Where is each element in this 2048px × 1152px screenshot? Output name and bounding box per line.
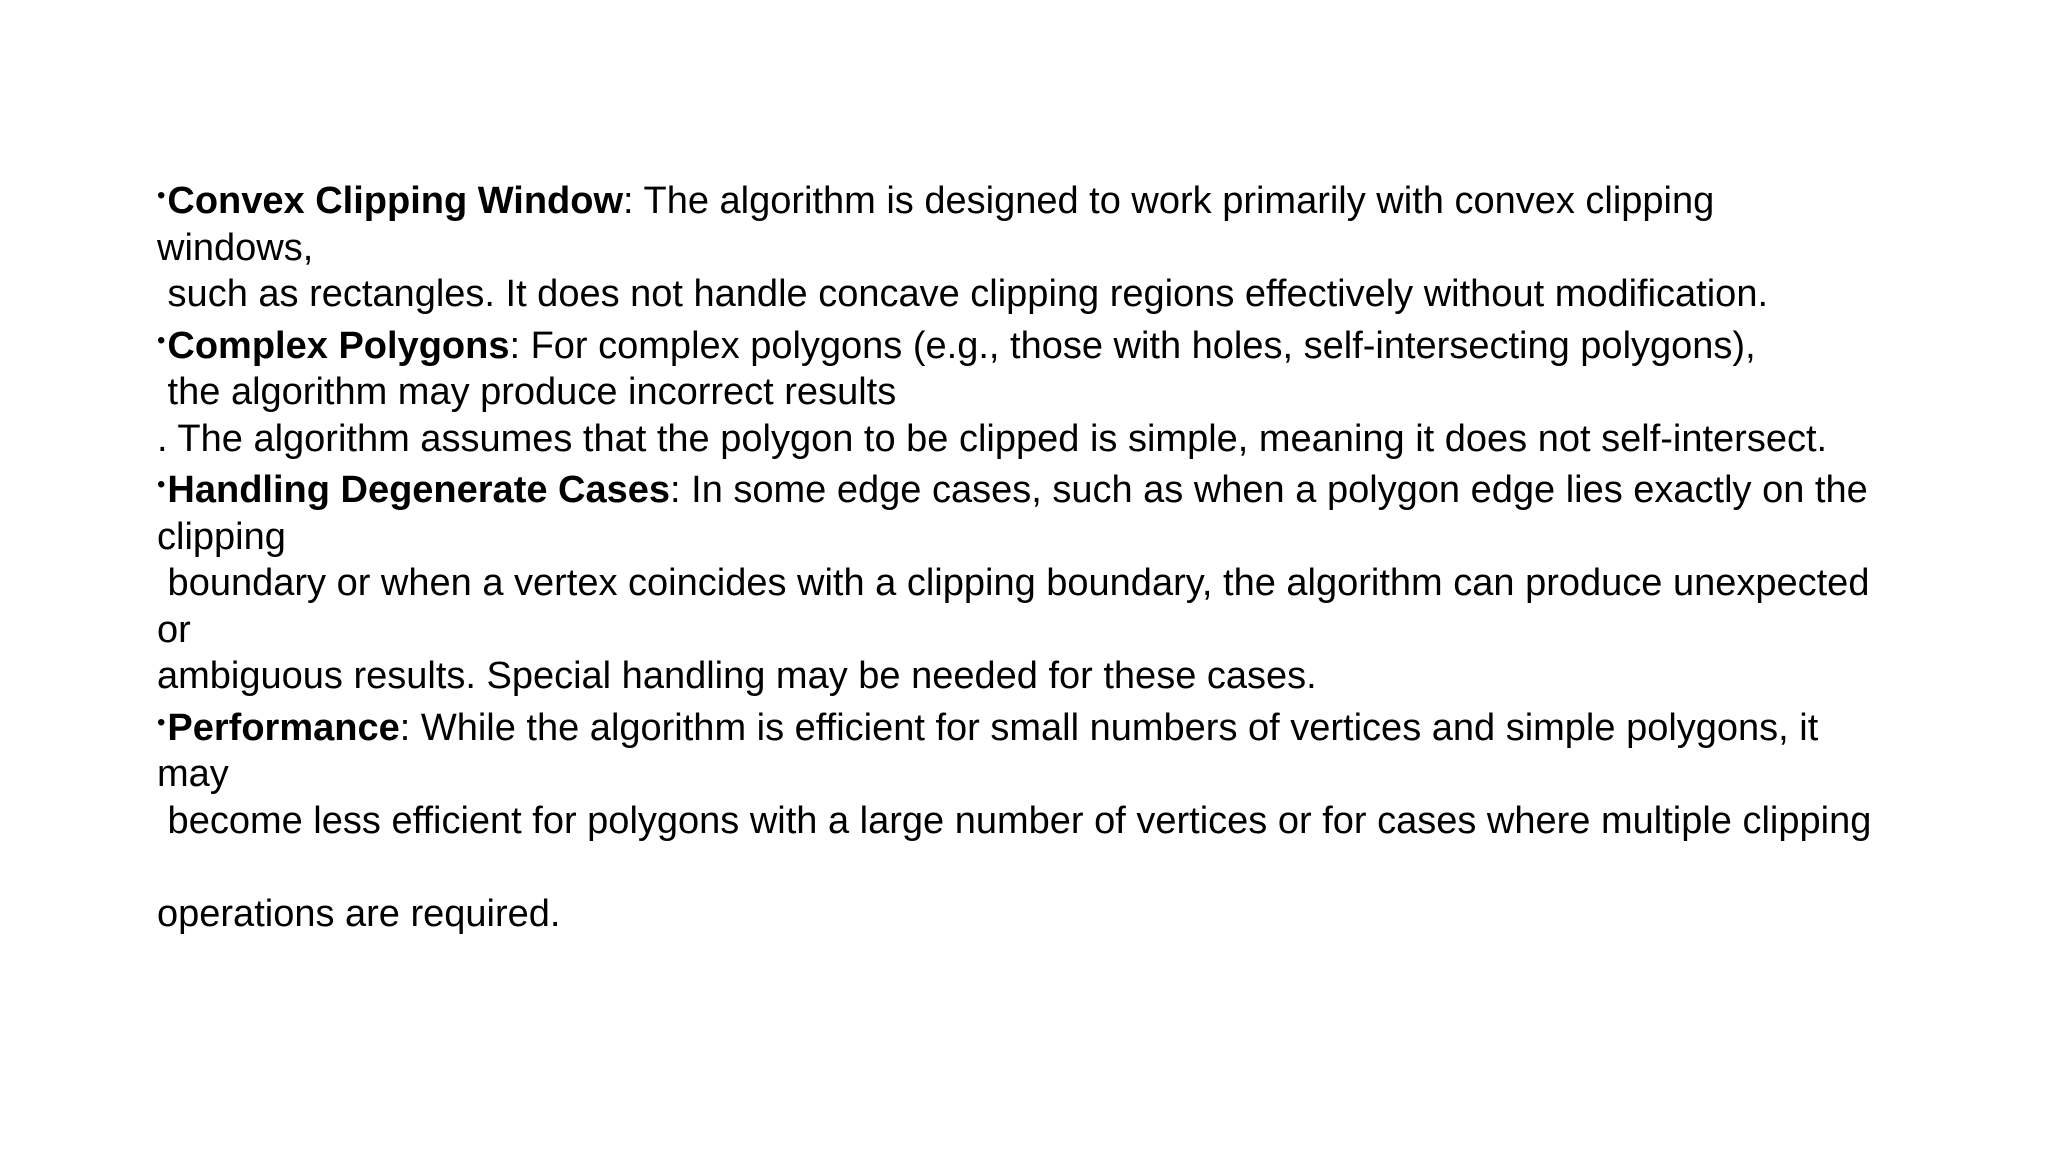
- body-text: : In some edge cases, such as when a polygon edge lies exactly on the: [670, 469, 1868, 511]
- term-convex-clipping-window: Convex Clipping Window: [167, 180, 624, 222]
- limitations-text-block: [157, 173, 2017, 937]
- continuation-line: windows,: [157, 226, 314, 269]
- body-text: : For complex polygons (e.g., those with holes, self-intersecting polygons),: [509, 324, 1756, 367]
- bullet-dot: •: [157, 182, 166, 209]
- continuation-line: ambiguous results. Special handling may be needed for these cases.: [157, 655, 1317, 697]
- continuation-line: boundary or when a vertex coincides with a clipping boundary, the algorithm can produce unexpected: [157, 562, 1870, 604]
- continuation-line: may: [157, 753, 229, 795]
- body-text: : While the algorithm is efficient for small numbers of vertices and simple polygons, it: [399, 706, 1819, 749]
- term-complex-polygons: Complex Polygons: [167, 324, 510, 367]
- bullet-line-handling-degenerate-cases: [157, 462, 2017, 514]
- bullet-dot: •: [157, 326, 166, 354]
- bullet-dot: •: [157, 708, 166, 736]
- continuation-line: . The algorithm assumes that the polygon to be clipped is simple, meaning it does not self-intersect.: [157, 417, 1828, 460]
- continuation-line: become less efficient for polygons with a large number of vertices or for cases where multiple clipping: [157, 799, 1872, 842]
- continuation-line: clipping: [157, 515, 286, 558]
- bullet-dot: •: [157, 471, 166, 498]
- bullet-line-complex-polygons: [157, 318, 2017, 370]
- continuation-line: such as rectangles. It does not handle concave clipping regions effectively without modification.: [157, 273, 1769, 315]
- body-text: : The algorithm is designed to work primarily with convex clipping: [623, 180, 1715, 222]
- term-performance: Performance: [167, 706, 400, 749]
- blank-line: [157, 844, 2017, 891]
- continuation-line: or: [157, 608, 191, 651]
- continuation-line: the algorithm may produce incorrect results: [157, 371, 897, 413]
- continuation-line: operations are required.: [157, 892, 561, 935]
- term-handling-degenerate-cases: Handling Degenerate Cases: [167, 469, 671, 511]
- bullet-line-performance: [157, 700, 2017, 752]
- bullet-line-convex-clipping-window: [157, 173, 2017, 225]
